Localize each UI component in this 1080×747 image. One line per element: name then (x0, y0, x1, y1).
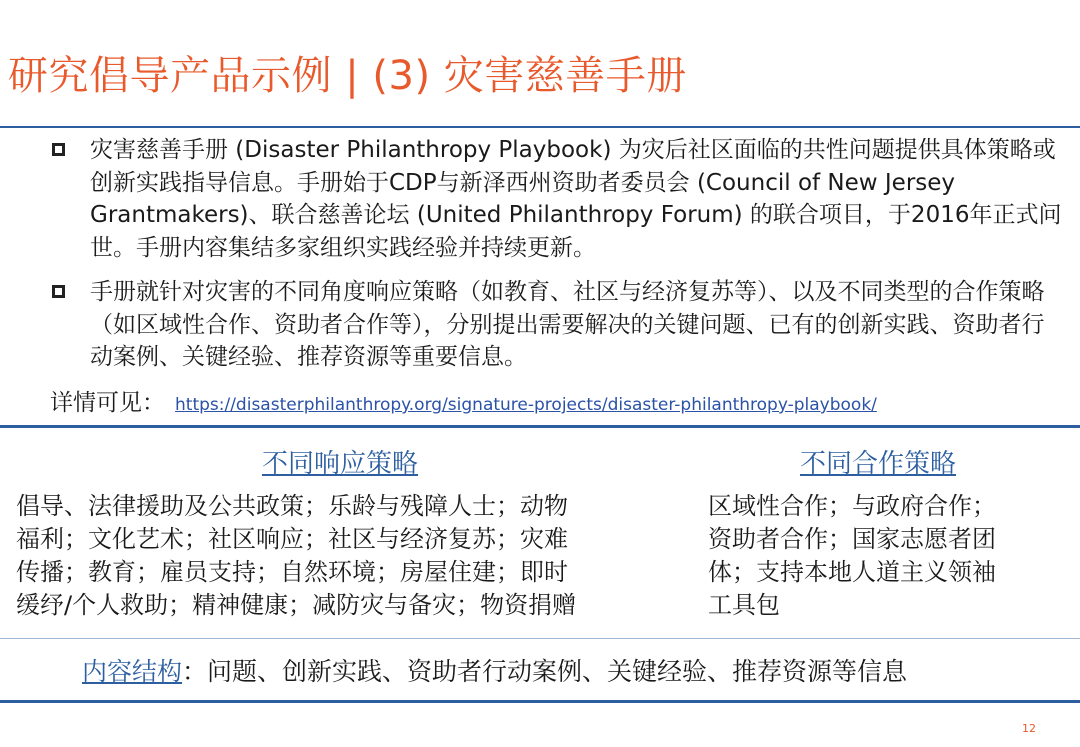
list-line: 资助者合作；国家志愿者团 (708, 525, 996, 553)
cooperation-strategies-list (708, 490, 1058, 622)
details-line (50, 384, 877, 417)
bottom-divider (0, 700, 1080, 703)
cooperation-strategies-heading: 不同合作策略 (800, 449, 957, 479)
content-structure-text: 问题、创新实践、资助者行动案例、关键经验、推荐资源等信息 (207, 657, 908, 686)
square-bullet-icon (52, 143, 65, 156)
page-number: 12 (1022, 722, 1036, 735)
list-line: 倡导、法律援助及公共政策；乐龄与残障人士；动物 (16, 492, 568, 520)
bullet-text-2: 手册就针对灾害的不同角度响应策略（如教育、社区与经济复苏等）、以及不同类型的合作策略（如区域性合作、资助者合作等），分别提出需要解决的关键问题、已有的创新实践、资助者行动案例、关键经验、推荐资源等重要信息。 (90, 279, 1045, 370)
list-line: 传播；教育；雇员支持；自然环境；房屋住建；即时 (16, 558, 568, 586)
list-line: 工具包 (708, 591, 780, 619)
square-bullet-icon (52, 285, 65, 298)
list-line: 福利；文化艺术；社区响应；社区与经济复苏；灾难 (16, 525, 568, 553)
list-line: 体；支持本地人道主义领袖 (708, 558, 996, 586)
content-structure-line (82, 652, 907, 688)
playbook-link[interactable]: https://disasterphilanthropy.org/signature-projects/disaster-philanthropy-playbook/ (175, 395, 877, 415)
bullet-item-1 (52, 134, 1062, 264)
response-strategies-heading: 不同响应策略 (262, 449, 419, 479)
list-line: 区域性合作；与政府合作； (708, 492, 996, 520)
list-line: 缓纾/个人救助；精神健康；减防灾与备灾；物资捐赠 (16, 591, 577, 619)
details-label: 详情可见： (50, 390, 165, 416)
response-strategies-list (16, 490, 676, 622)
light-divider (0, 638, 1080, 639)
bullet-item-2 (52, 276, 1062, 374)
top-divider (0, 126, 1080, 128)
section-divider (0, 425, 1080, 428)
bullet-text-1: 灾害慈善手册 (Disaster Philanthropy Playbook) 为灾后社区面临的共性问题提供具体策略或创新实践指导信息。手册始于CDP与新泽西州资助者委员会 (Council of New Jersey Grantmakers)、联合慈善论坛 (United Philanthropy Forum) 的联合项目，于2016年正式问世。手册内容集结多家组织实践经验并持续更新。 (90, 137, 1062, 261)
page-title: 研究倡导产品示例 | (3) 灾害慈善手册 (8, 53, 687, 99)
content-structure-separator: ： (182, 657, 208, 686)
content-structure-label: 内容结构 (82, 657, 183, 686)
